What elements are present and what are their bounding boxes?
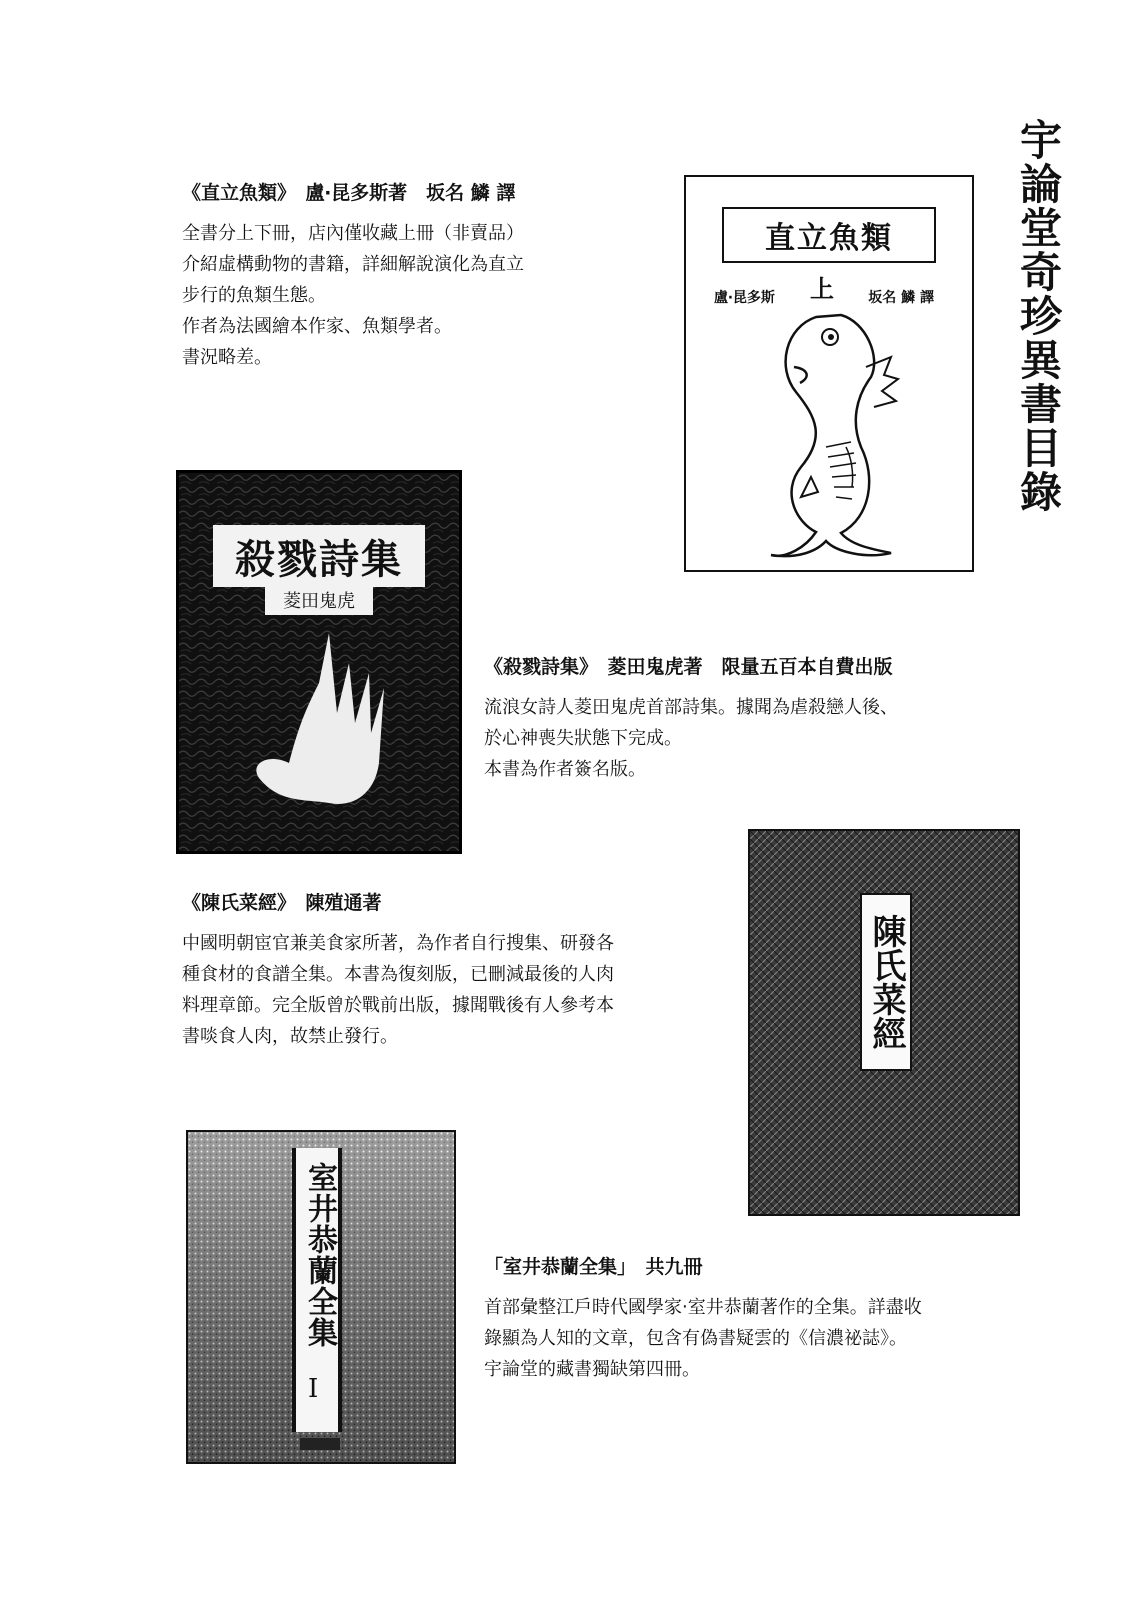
body-line: 書況略差。 [182, 347, 272, 368]
body-line: 書啖食人肉，故禁止發行。 [182, 1026, 398, 1047]
body-line: 作者為法國繪本作家、魚類學者。 [182, 316, 452, 337]
body-line: 中國明朝宦官兼美食家所著，為作者自行搜集、研發各 [182, 933, 614, 954]
body-line: 料理章節。完全版曾於戰前出版，據聞戰後有人參考本 [182, 995, 614, 1016]
entry-body-chen [182, 928, 614, 1052]
cover-muroi-book [186, 1130, 456, 1464]
cover-title: 直立魚類 [722, 207, 936, 263]
entry-body-muroi [484, 1292, 922, 1385]
entry-body-fish [182, 218, 524, 373]
body-line: 於心神喪失狀態下完成。 [484, 728, 682, 749]
body-line: 本書為作者簽名版。 [484, 759, 646, 780]
entry-body-poems [484, 692, 898, 785]
cover-title: 室井恭蘭全集 [302, 1162, 337, 1348]
cover-fish-book [684, 175, 974, 572]
cover-author: 菱田鬼虎 [265, 585, 373, 615]
entry-title-fish: 《直立魚類》 盧‧昆多斯著 坂名 鱗 譯 [182, 182, 516, 204]
body-line: 步行的魚類生態。 [182, 285, 326, 306]
page-title: 宇論堂奇珍異書目錄 [1014, 118, 1063, 514]
body-line: 種食材的食譜全集。本書為復刻版，已刪減最後的人肉 [182, 964, 614, 985]
body-line: 首部彙整江戶時代國學家‧室井恭蘭著作的全集。詳盡收 [484, 1297, 922, 1318]
cover-label [292, 1148, 342, 1432]
cover-chen-book [748, 829, 1020, 1216]
body-line: 錄顯為人知的文章，包含有偽書疑雲的《信濃祕誌》。 [484, 1328, 907, 1349]
body-line: 宇論堂的藏書獨缺第四冊。 [484, 1359, 700, 1380]
body-line: 流浪女詩人菱田鬼虎首部詩集。據聞為虐殺戀人後、 [484, 697, 898, 718]
body-line: 介紹虛構動物的書籍，詳細解說演化為直立 [182, 254, 524, 275]
cover-volume: I [308, 1374, 319, 1404]
cover-poems-book [176, 470, 462, 854]
publisher-mark [300, 1438, 340, 1450]
body-line: 全書分上下冊，店內僅收藏上冊（非賣品） [182, 223, 524, 244]
cover-volume: 上 [810, 274, 834, 303]
entry-title-muroi: 「室井恭蘭全集」 共九冊 [484, 1256, 703, 1278]
entry-title-chen: 《陳氏菜經》 陳殖通著 [182, 892, 382, 914]
cover-translator: 坂名 鱗 譯 [868, 290, 934, 306]
standing-fish-icon [756, 297, 916, 567]
cover-title: 殺戮詩集 [213, 525, 425, 587]
cover-title: 陳氏菜經 [860, 893, 912, 1071]
cover-author: 盧‧昆多斯 [714, 290, 775, 306]
entry-title-poems: 《殺戮詩集》 菱田鬼虎著 限量五百本自費出版 [484, 656, 893, 678]
